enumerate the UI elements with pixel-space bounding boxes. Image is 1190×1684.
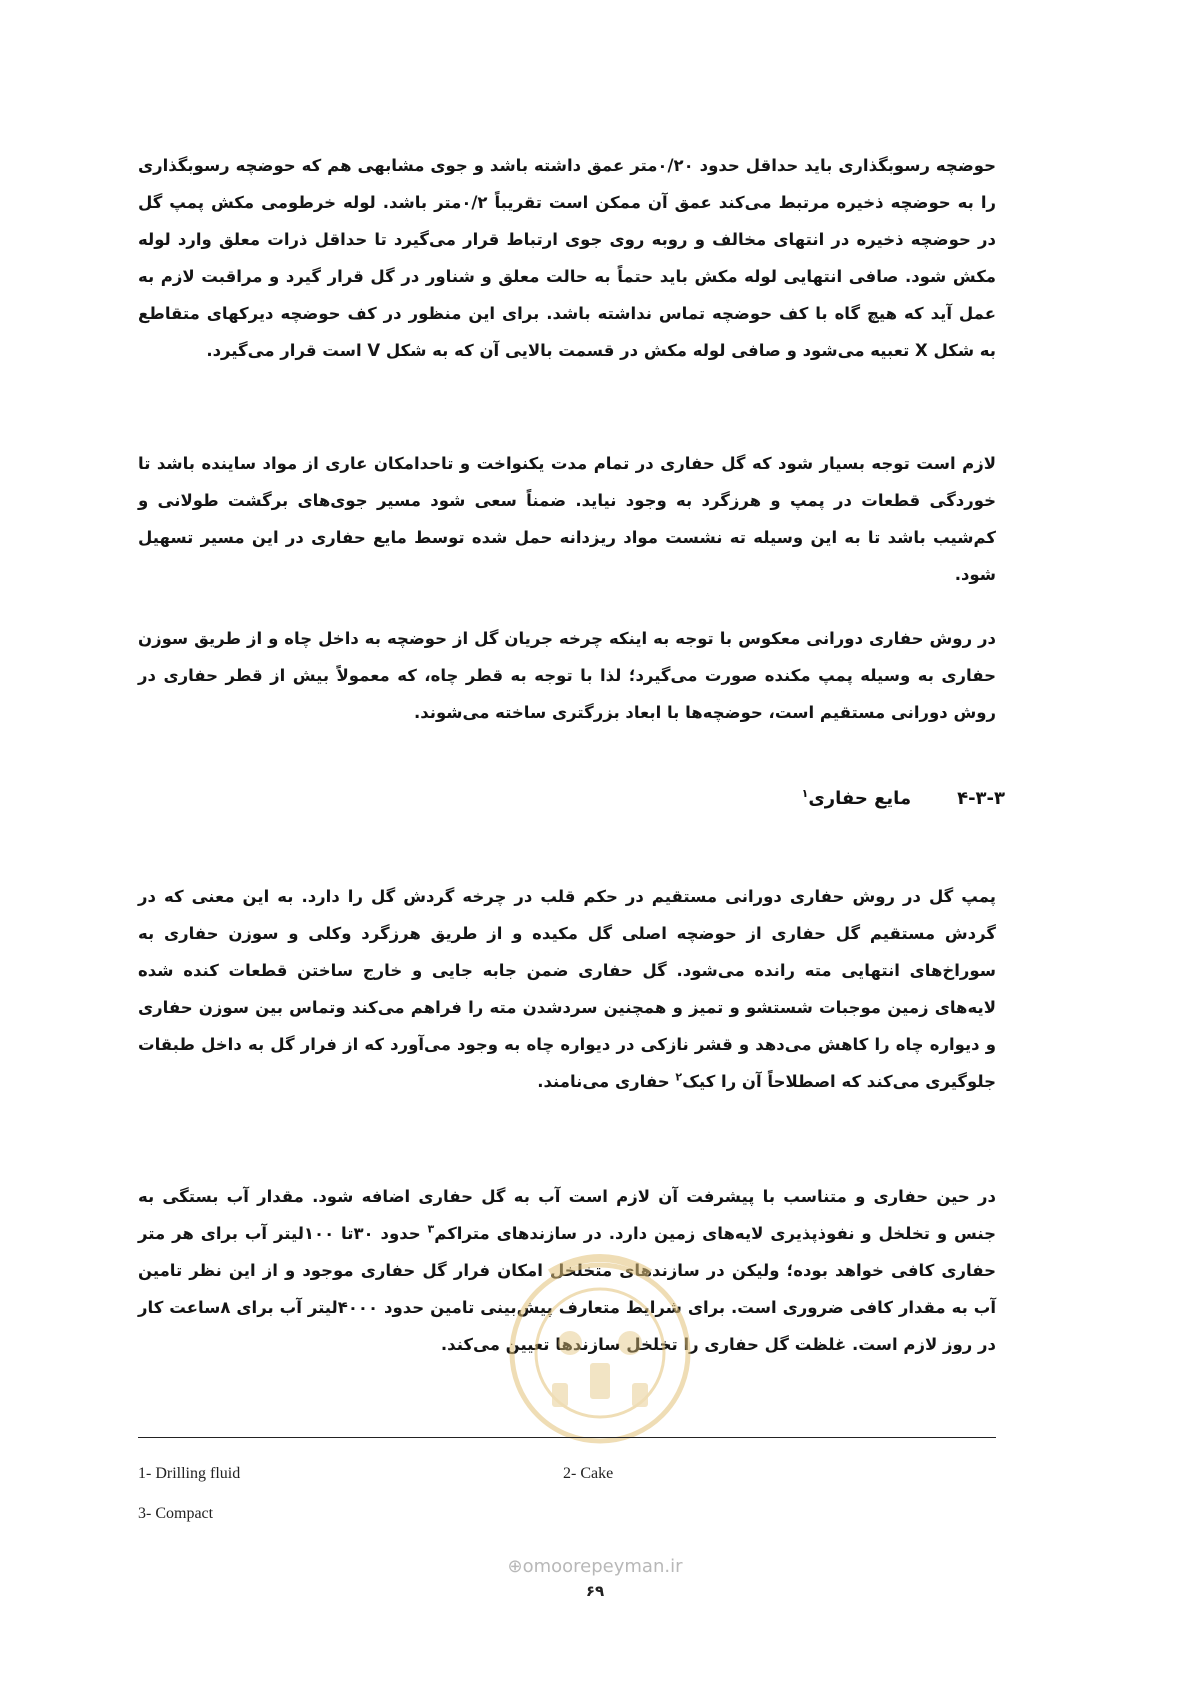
section-number: ۴-۳-۳ [957,788,1005,809]
paragraph-water-text-a: در حین حفاری و متناسب با پیشرفت آن لازم است آب به گل حفاری اضافه شود. مقدار آب بستگی به جنس و تخلخل و نفوذپذیری لایه‌های زمین دارد. در سازندهای متراکم [138,1187,997,1243]
watermark-site-text [0,1556,1190,1577]
watermark-globe-icon: ⊕ [507,1556,523,1577]
footnote-ref-3: ۳ [427,1222,435,1236]
watermark-site-url: omoorepeyman.ir [522,1556,683,1577]
section-heading [802,788,1005,809]
paragraph-water-text-b: حدود ۳۰تا ۱۰۰لیتر آب برای هر متر حفاری کافی خواهد بوده؛ ولیکن در سازندهای متخلخل امکان فرار گل حفاری موجود و از این نظر تامین آب به مقدار کافی ضروری است. برای شرایط متعارف پیش‌بینی تامین حدود ۴۰۰۰لیتر آب برای ۸ساعت کار در روز لازم است. غلظت گل حفاری را تخلخل سازندها تعیین می‌کند. [138,1224,996,1354]
page-number: ۶۹ [585,1582,605,1600]
paragraph-water-requirement [138,1178,996,1363]
footnote-divider [138,1437,996,1438]
paragraph-mud-pump-text-a: پمپ گل در روش حفاری دورانی مستقیم در حکم قلب در چرخه گردش گل را دارد. به این معنی که در گردش مستقیم گل حفاری از حوضچه اصلی گل مکیده و از طریق هرزگرد وکلی و سوزن حفاری به سوراخ‌های انتهایی مته رانده می‌شود. گل حفاری ضمن جابه جایی و خارج ساختن قطعات کنده شده لایه‌های زمین موجبات شستشو و تمیز و همچنین سردشدن مته را فراهم می‌کند وتماس بین سوزن حفاری و دیواره چاه را کاهش می‌دهد و قشر نازکی در دیواره چاه به وجود می‌آورد که از فرار گل به داخل طبقات جلوگیری می‌کند که اصطلاحاً آن را کیک [138,887,996,1091]
footnote-3: 3- Compact [138,1505,214,1522]
paragraph-settling-basin: حوضچه رسوبگذاری باید حداقل حدود ۰/۲۰متر عمق داشته باشد و جوی مشابهی هم که حوضچه رسوبگذاری را به حوضچه ذخیره مرتبط می‌کند عمق آن ممکن است تقریباً ۰/۲متر باشد. لوله خرطومی مکش پمپ گل در حوضچه ذخیره در انتهای مخالف و روبه روی جوی ارتباط قرار می‌گیرد تا حداقل ذرات معلق وارد لوله مکش شود. صافی انتهایی لوله مکش باید حتماً به حالت معلق و شناور در گل قرار گیرد و مراقبت لازم به عمل آید که هیچ گاه با کف حوضچه تماس نداشته باشد. برای این منظور در کف حوضچه دیرکهای متقاطع به شکل X تعبیه می‌شود و صافی لوله مکش در قسمت بالایی آن که به شکل V است قرار می‌گیرد. [138,156,997,360]
paragraph-mud-pump [138,878,996,1100]
footnote-2: 2- Cake [563,1465,614,1482]
footnote-ref-2: ۲ [675,1070,683,1084]
paragraph-mud-uniformity: لازم است توجه بسیار شود که گل حفاری در تمام مدت یکنواخت و تاحدامکان عاری از مواد ساینده باشد تا خوردگی قطعات در پمپ و هرزگرد به وجود نیاید. ضمناً سعی شود مسیر جوی‌های برگشت طولانی و کم‌شیب باشد تا به این وسیله ته نشست مواد ریزدانه حمل شده توسط مایع حفاری در این مسیر تسهیل شود. [138,454,996,584]
footnote-1: 1- Drilling fluid [138,1465,241,1482]
footnote-ref-1: ۱ [801,787,809,800]
paragraph-mud-pump-text-b: حفاری می‌نامند. [537,1072,676,1091]
section-title: مایع حفاری [808,788,912,809]
paragraph-reverse-rotary: در روش حفاری دورانی معکوس با توجه به اینکه چرخه جریان گل از حوضچه به داخل چاه و از طریق سوزن حفاری به وسیله پمپ مکنده صورت می‌گیرد؛ لذا با توجه به قطر چاه، که معمولاً بیش از قطر حفاری در روش دورانی مستقیم است، حوضچه‌ها با ابعاد بزرگتری ساخته می‌شوند. [138,629,996,722]
